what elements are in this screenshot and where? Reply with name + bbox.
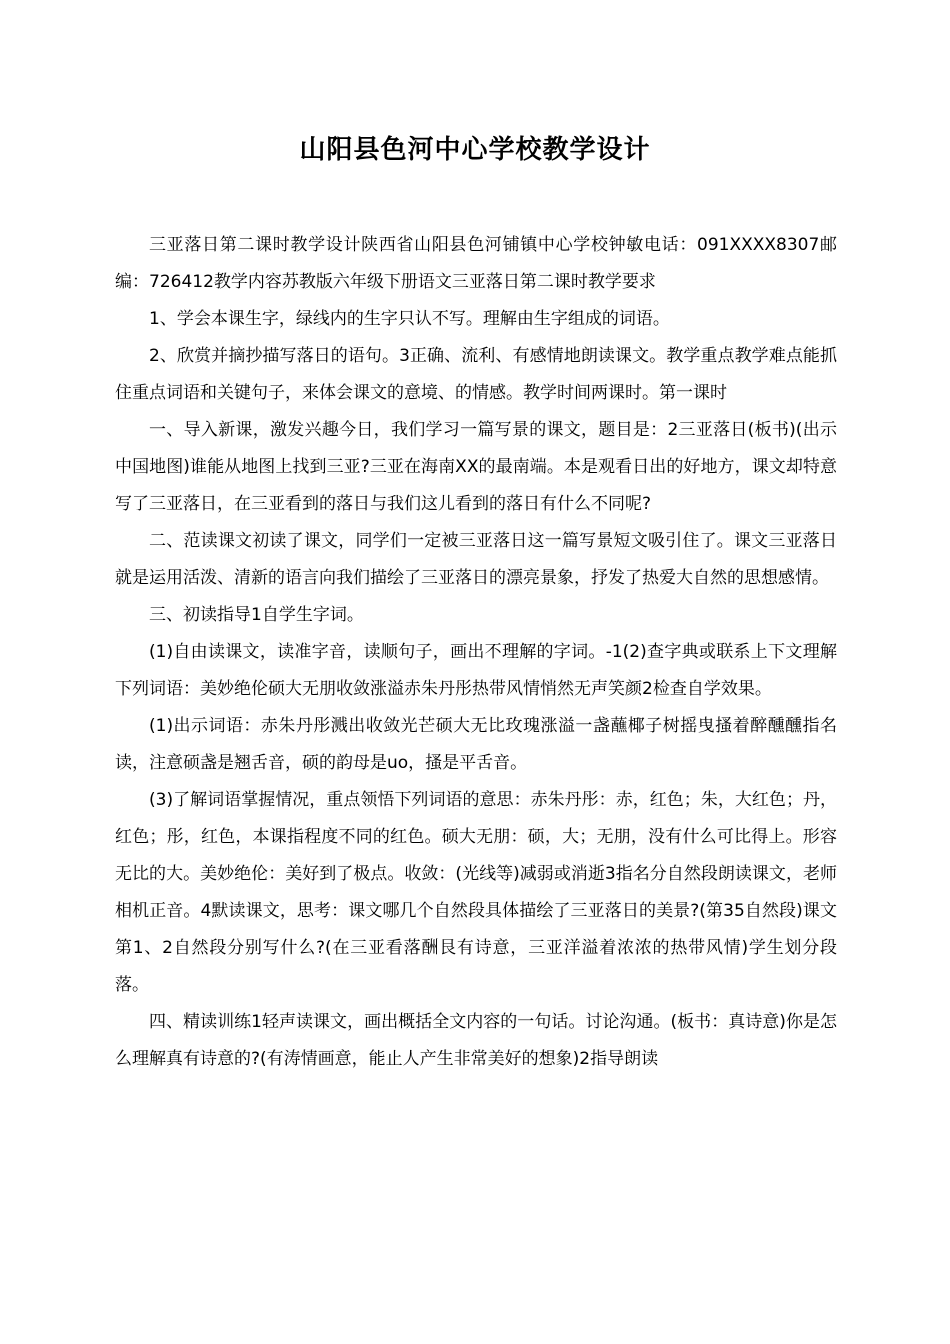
paragraph-section-2: 二、范读课文初读了课文，同学们一定被三亚落日这一篇写景短文吸引住了。课文三亚落日就是运用活泼、清新的语言向我们描绘了三亚落日的漂亮景象，抒发了热爱大自然的思想感情。 [115, 531, 837, 588]
paragraph-section-3: 三、初读指导1自学生字词。 [149, 605, 364, 625]
page-title: 山阳县色河中心学校教学设计 [299, 135, 651, 165]
paragraph-word-meanings: (3)了解词语掌握情况，重点领悟下列词语的意思：赤朱丹彤：赤，红色；朱，大红色；丹，红色；彤，红色，本课指程度不同的红色。硕大无朋：硕，大；无朋，没有什么可比得上。形容无比的大。美妙绝伦：美好到了极点。收敛：(光线等)减弱或消逝3指名分自然段朗读课文，老师相机正音。4默读课文，思考：课文哪几个自然段具体描绘了三亚落日的美景?(第35自然段)课文第1、2自然段分别写什么?(在三亚看落酬艮有诗意，三亚洋溢着浓浓的热带风情)学生划分段落。 [115, 790, 837, 995]
document-body [115, 227, 837, 1078]
paragraph-self-study: (1)自由读课文，读准字音，读顺句子，画出不理解的字词。-1(2)查字典或联系上下文理解下列词语：美妙绝伦硕大无朋收敛涨溢赤朱丹彤热带风情悄然无声笑颜2检查自学效果。 [115, 642, 837, 699]
paragraph-section-4: 四、精读训练1轻声读课文，画出概括全文内容的一句话。讨论沟通。(板书：真诗意)你是怎么理解真有诗意的?(有涛情画意，能止人产生非常美好的想象)2指导朗读 [115, 1012, 837, 1069]
paragraph-vocabulary: (1)出示词语：赤朱丹彤溅出收敛光芒硕大无比玫瑰涨溢一盏蘸椰子树摇曳搔着醉醺醺指名读，注意硕盏是翘舌音，硕的韵母是uo，搔是平舌音。 [115, 716, 837, 773]
paragraph-intro: 三亚落日第二课时教学设计陕西省山阳县色河铺镇中心学校钟敏电话：091XXXX8307邮编：726412教学内容苏教版六年级下册语文三亚落日第二课时教学要求 [115, 235, 837, 292]
paragraph-requirement-2: 2、欣赏并摘抄描写落日的语句。3正确、流利、有感情地朗读课文。教学重点教学难点能抓住重点词语和关键句子，来体会课文的意境、的情感。教学时间两课时。第一课时 [115, 346, 837, 403]
paragraph-section-1: 一、导入新课，激发兴趣今日，我们学习一篇写景的课文，题目是：2三亚落日(板书)(出示中国地图)谁能从地图上找到三亚?三亚在海南XX的最南端。本是观看日出的好地方，课文却特意写了三亚落日，在三亚看到的落日与我们这儿看到的落日有什么不同呢? [115, 420, 837, 514]
paragraph-requirement-1: 1、学会本课生字，绿线内的生字只认不写。理解由生字组成的词语。 [149, 309, 670, 329]
